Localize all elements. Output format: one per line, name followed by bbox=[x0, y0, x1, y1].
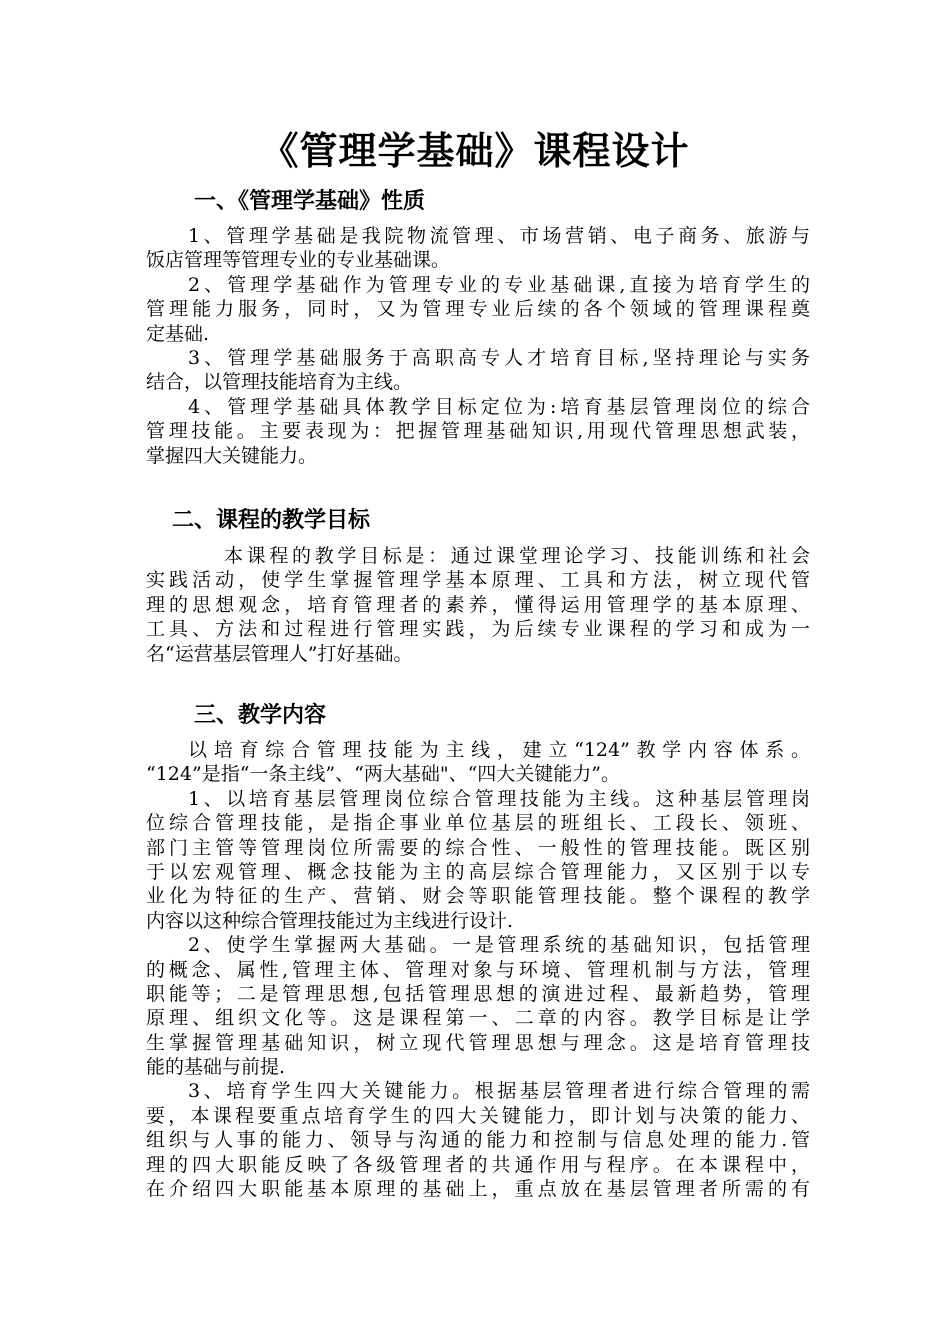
paragraph-line: 组织与人事的能力、领导与沟通的能力和控制与信息处理的能力.管 bbox=[146, 1129, 810, 1152]
paragraph-line: 管理技能。主要表现为：把握管理基础知识,用现代管理思想武装， bbox=[146, 420, 810, 443]
paragraph-line: 部门主管等管理岗位所需要的综合性、一般性的管理技能。既区别 bbox=[146, 836, 810, 859]
section-heading-content: 三、教学内容 bbox=[194, 702, 327, 728]
paragraph-line: 职能等；二是管理思想,包括管理思想的演进过程、最新趋势，管理 bbox=[146, 982, 810, 1005]
paragraph-line: 要，本课程要重点培育学生的四大关键能力，即计划与决策的能力、 bbox=[146, 1104, 810, 1127]
section-body-content bbox=[146, 738, 810, 1201]
paragraph-line: 业化为特征的生产、营销、财会等职能管理技能。整个课程的教学 bbox=[146, 885, 810, 908]
paragraph-line: 1、管理学基础是我院物流管理、市场营销、电子商务、旅游与 bbox=[188, 225, 810, 247]
section-body-objectives bbox=[146, 544, 810, 666]
paragraph-line: 以培育综合管理技能为主线，建立“124”教学内容体系。 bbox=[188, 739, 810, 761]
paragraph-line: 本课程的教学目标是：通过课堂理论学习、技能训练和社会 bbox=[224, 545, 810, 567]
paragraph-line: 位综合管理技能，是指企事业单位基层的班组长、工段长、领班、 bbox=[146, 812, 810, 835]
paragraph-line: 定基础. bbox=[146, 322, 210, 345]
paragraph-line: 4、管理学基础具体教学目标定位为:培育基层管理岗位的综合 bbox=[188, 395, 810, 418]
paragraph-line: 能的基础与前提. bbox=[146, 1056, 286, 1079]
paragraph-line: 名“运营基层管理人”打好基础。 bbox=[146, 642, 413, 665]
paragraph-line: 3、管理学基础服务于高职高专人才培育目标,坚持理论与实务 bbox=[188, 346, 810, 369]
paragraph-line: 的概念、属性,管理主体、管理对象与环境、管理机制与方法，管理 bbox=[146, 958, 810, 981]
section-heading-objectives: 二、课程的教学目标 bbox=[172, 507, 371, 533]
paragraph-line: 理的四大职能反映了各级管理者的共通作用与程序。在本课程中， bbox=[146, 1153, 810, 1176]
paragraph-line: 管理能力服务，同时，又为管理专业后续的各个领域的管理课程奠 bbox=[146, 298, 810, 321]
paragraph-line: 结合，以管理技能培育为主线。 bbox=[146, 371, 413, 394]
paragraph-line: 饭店管理等管理专业的专业基础课。 bbox=[146, 249, 451, 272]
paragraph-line: 工具、方法和过程进行管理实践，为后续专业课程的学习和成为一 bbox=[146, 618, 810, 641]
paragraph-line: 1、以培育基层管理岗位综合管理技能为主线。这种基层管理岗 bbox=[188, 787, 810, 810]
paragraph-line: “124”是指“一条主线”、“两大基础"、“四大关键能力”。 bbox=[146, 763, 620, 786]
paragraph-line: 2、管理学基础作为管理专业的专业基础课,直接为培育学生的 bbox=[188, 273, 810, 296]
paragraph-line: 内容以这种综合管理技能过为主线进行设计. bbox=[146, 909, 514, 932]
paragraph-line: 实践活动，使学生掌握管理学基本原理、工具和方法，树立现代管 bbox=[146, 569, 810, 592]
paragraph-line: 生掌握管理基础知识，树立现代管理思想与理念。这是培育管理技 bbox=[146, 1031, 810, 1054]
paragraph-line: 原理、组织文化等。这是课程第一、二章的内容。教学目标是让学 bbox=[146, 1007, 810, 1030]
paragraph-line: 理的思想观念，培育管理者的素养，懂得运用管理学的基本原理、 bbox=[146, 593, 810, 616]
paragraph-line: 在介绍四大职能基本原理的基础上，重点放在基层管理者所需的有 bbox=[146, 1178, 810, 1201]
paragraph-line: 掌握四大关键能力。 bbox=[146, 444, 318, 467]
paragraph-line: 3、培育学生四大关键能力。根据基层管理者进行综合管理的需 bbox=[188, 1080, 810, 1103]
section-body-nature bbox=[146, 224, 810, 468]
section-heading-nature: 一、《管理学基础》性质 bbox=[194, 188, 426, 214]
document-title: 《管理学基础》课程设计 bbox=[260, 128, 690, 173]
paragraph-line: 于以宏观管理、概念技能为主的高层综合管理能力，又区别于以专 bbox=[146, 860, 810, 883]
paragraph-line: 2、使学生掌握两大基础。一是管理系统的基础知识，包括管理 bbox=[188, 934, 810, 957]
